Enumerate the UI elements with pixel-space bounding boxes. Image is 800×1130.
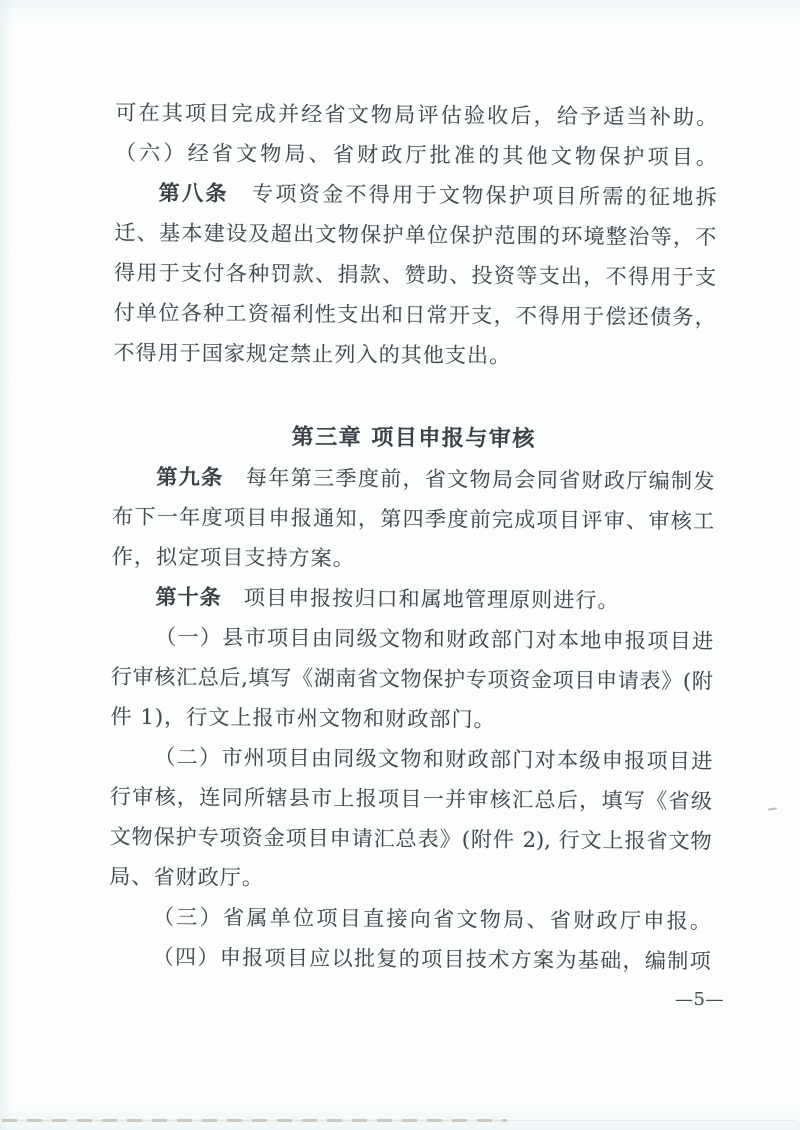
document-line: 得用于支付各种罚款、捐款、赞助、投资等支出，不得用于支 [113, 260, 717, 290]
document-line: 布下一年度项目申报通知，第四季度前完成项目评审、审核工 [112, 504, 715, 534]
document-line: 第十条 项目申报按归口和属地管理原则进行。 [155, 584, 620, 613]
document-line: 作，拟定项目支持方案。 [111, 544, 356, 571]
page-number: —5— [675, 989, 724, 1010]
article-number: 第八条 [158, 180, 229, 206]
document-line: 迁、基本建设及超出文物保护单位保护范围的环境整治等，不 [114, 220, 717, 250]
document-line: 行审核，连同所辖县市上报项目一并审核汇总后，填写《省级 [109, 784, 713, 814]
document-line: 文物保护专项资金项目申请汇总表》(附件 2), 行文上报省文物 [109, 824, 712, 854]
document-line: 付单位各种工资福利性支出和日常开支，不得用于偿还债务， [113, 300, 716, 330]
document-line: （二）市州项目由同级文物和财政部门对本级申报项目进 [154, 744, 713, 774]
scan-edge-shadow [0, 0, 12, 1130]
page-body [109, 93, 718, 982]
document-line: 行审核汇总后,填写《湖南省文物保护专项资金项目申请表》(附 [110, 664, 713, 694]
article-number: 第九条 [156, 464, 224, 490]
document-line: 不得用于国家规定禁止列入的其他支出。 [113, 340, 512, 368]
scan-speck [768, 807, 777, 810]
chapter-heading: 第三章 项目申报与审核 [291, 425, 536, 452]
document-line: 局、省财政厅。 [109, 864, 265, 890]
document-line: （三）省属单位项目直接向省文物局、省财政厅申报。 [152, 904, 712, 934]
scan-artifact [2, 1119, 507, 1122]
document-line: 可在其项目完成并经省文物局评估验收后，给予适当补助。 [115, 100, 718, 130]
document-line: （一）县市项目由同级文物和财政部门对本地申报项目进 [155, 624, 714, 654]
document-line: （四）申报项目应以批复的项目技术方案为基础，编制项 [152, 944, 711, 974]
article-number: 第十条 [155, 584, 222, 610]
document-line: （六）经省文物局、省财政厅批准的其他文物保护项目。 [114, 140, 718, 170]
document-line: 件 1)，行文上报市州文物和财政部门。 [110, 704, 496, 732]
document-line: 第八条 专项资金不得用于文物保护项目所需的征地拆 [158, 180, 717, 210]
document-line: 第九条 每年第三季度前，省文物局会同省财政厅编制发 [156, 464, 715, 494]
